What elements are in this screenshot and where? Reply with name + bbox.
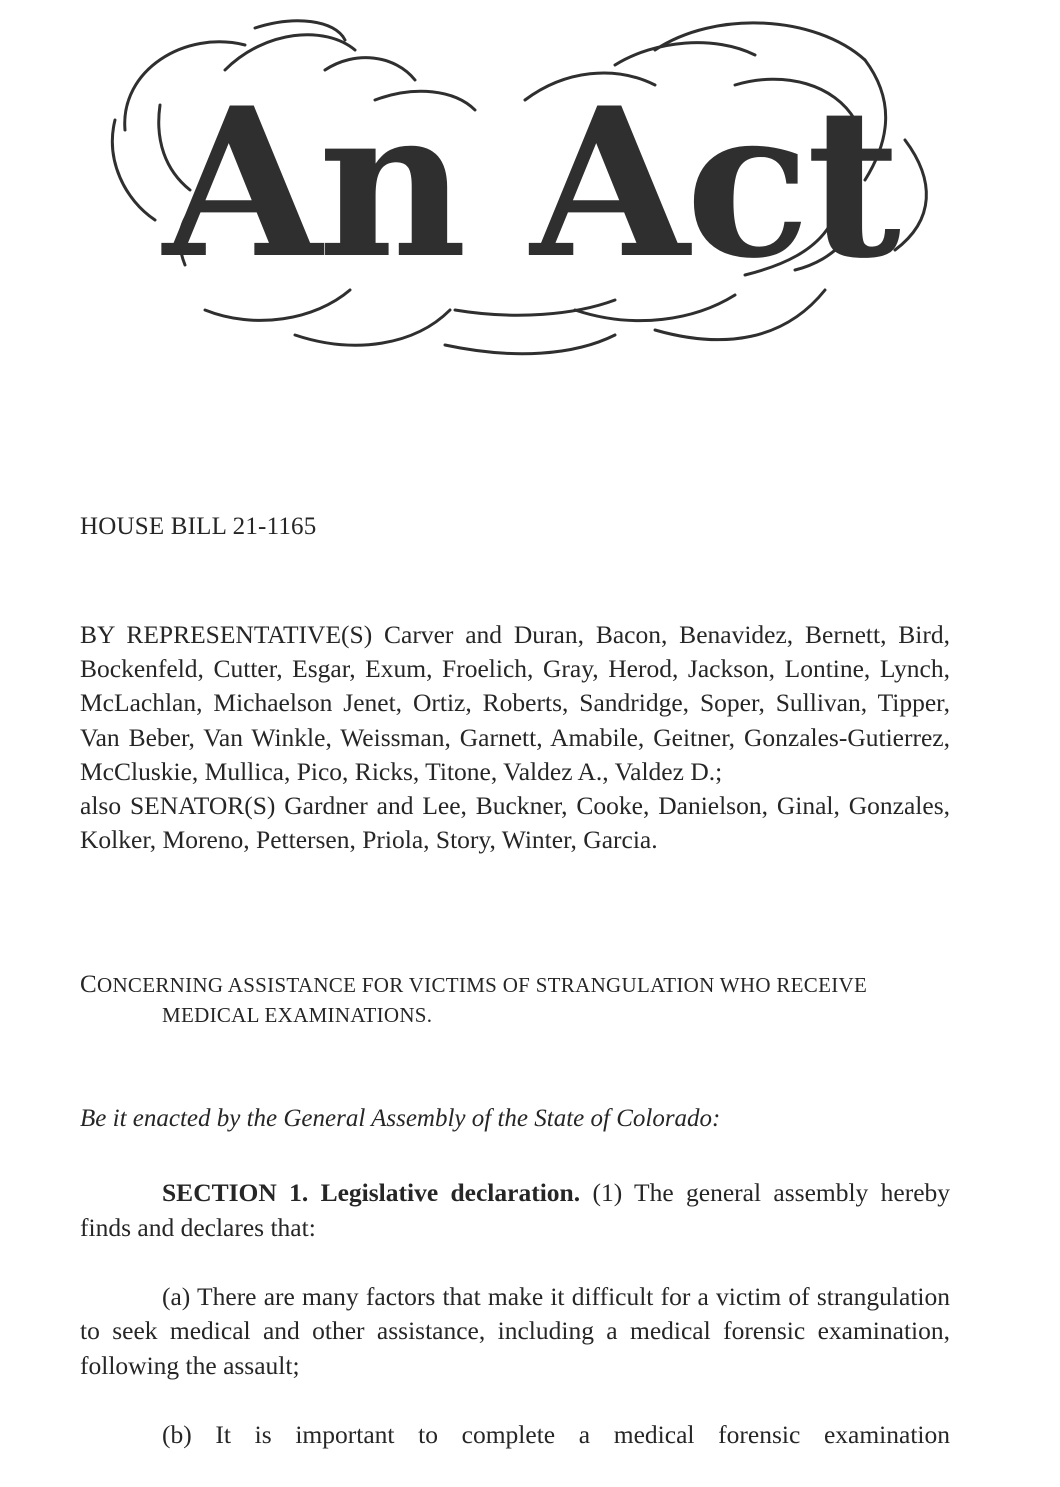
title-line2: MEDICAL EXAMINATIONS. xyxy=(162,1003,433,1027)
bill-number: HOUSE BILL 21-1165 xyxy=(80,513,317,540)
section-1 xyxy=(80,1176,950,1487)
sponsors-block xyxy=(80,618,950,857)
representatives-list: BY REPRESENTATIVE(S) Carver and Duran, Bacon, Benavidez, Bernett, Bird, Bockenfeld, Cutter, Esgar, Exum, Froelich, Gray, Herod, Jackson, Lontine, Lynch, McLachlan, Michaelson Jenet, Ortiz, Roberts, Sandridge, Soper, Sullivan, Tipper, Van Beber, Van Winkle, Weissman, Garnett, Amabile, Geitner, Gonzales-Gutierrez, McCluskie, Mullica, Pico, Ricks, Titone, Valdez A., Valdez D.; xyxy=(80,620,950,786)
paragraph-a: (a) There are many factors that make it difficult for a victim of strangulation to seek medical and other assistance, including a medical forensic examination, following the assault; xyxy=(80,1281,950,1380)
senators-list: also SENATOR(S) Gardner and Lee, Buckner, Cooke, Danielson, Ginal, Gonzales, Kolker, Moreno, Pettersen, Priola, Story, Winter, Garcia. xyxy=(80,791,950,855)
enacting-clause: Be it enacted by the General Assembly of the State of Colorado: xyxy=(80,1105,721,1132)
an-act-logo xyxy=(95,10,965,370)
bill-title xyxy=(80,970,950,1030)
title-line1: ONCERNING ASSISTANCE FOR VICTIMS OF STRANGULATION WHO RECEIVE xyxy=(96,973,868,997)
section-1-intro xyxy=(80,1176,950,1245)
section-subheading: Legislative declaration. xyxy=(320,1178,581,1207)
section-heading: SECTION 1. xyxy=(162,1178,309,1207)
section-intro-text: (1) The general assembly hereby finds and declares that: xyxy=(80,1178,951,1242)
paragraph-b: (b) It is important to complete a medical forensic examination xyxy=(162,1419,950,1449)
an-act-banner xyxy=(95,10,965,370)
an-act-text: An Act xyxy=(162,64,898,304)
title-first-letter: C xyxy=(80,971,97,998)
